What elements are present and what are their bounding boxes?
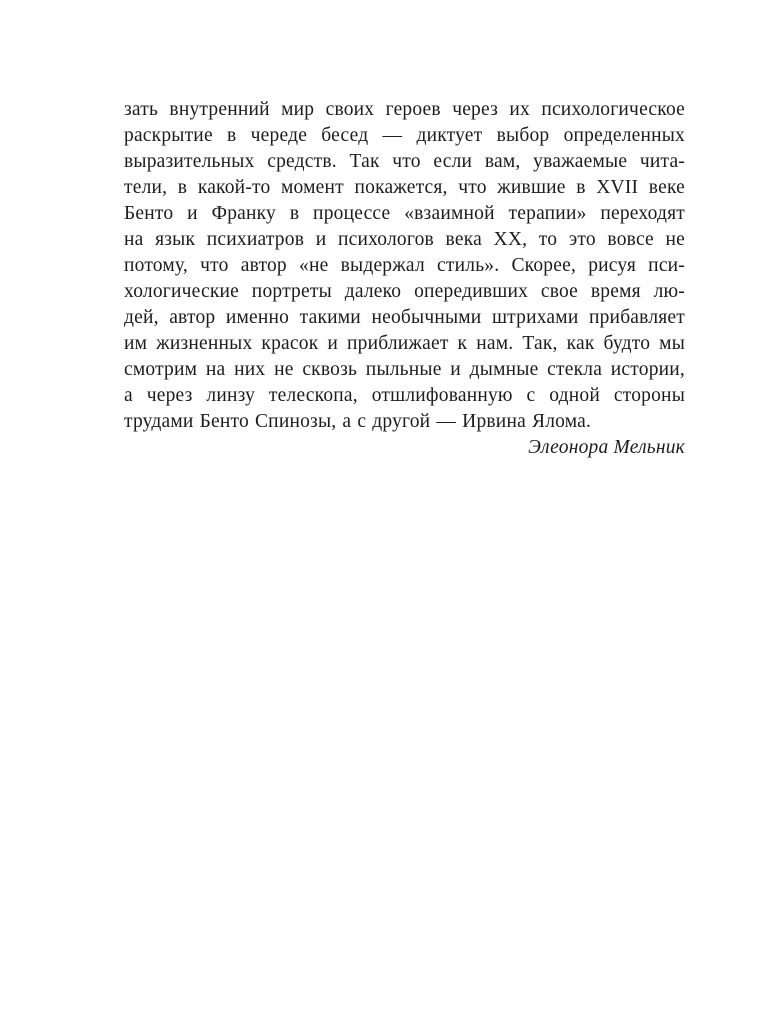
text-line: выразительных средств. Так что если вам, уважаемые чита- [124, 151, 685, 172]
text-line: потому, что автор «не выдержал стиль». Скорее, рисуя пси- [124, 255, 685, 276]
text-line: тели, в какой-то момент покажется, что жившие в XVII веке [124, 177, 685, 198]
text-line: дей, автор именно такими необычными штрихами прибавляет [124, 307, 685, 328]
text-line: Бенто и Франку в процессе «взаимной терапии» переходят [124, 203, 685, 224]
paragraph [124, 97, 685, 435]
text-line: зать внутренний мир своих героев через их психологическое [124, 99, 685, 120]
body-text-block [124, 97, 685, 461]
text-line: трудами Бенто Спинозы, а с другой — Ирвина Ялома. [124, 411, 592, 432]
text-line: на язык психиатров и психологов века XX, то это вовсе не [124, 229, 685, 250]
text-line: им жизненных красок и приближает к нам. Так, как будто мы [124, 333, 685, 354]
author-signature: Элеонора Мельник [528, 437, 685, 458]
text-line: а через линзу телескопа, отшлифованную с одной стороны [124, 385, 685, 406]
text-line: раскрытие в череде бесед — диктует выбор определенных [124, 125, 685, 146]
text-line: хологические портреты далеко опередивших свое время лю- [124, 281, 685, 302]
text-line: смотрим на них не сквозь пыльные и дымные стекла истории, [124, 359, 685, 380]
